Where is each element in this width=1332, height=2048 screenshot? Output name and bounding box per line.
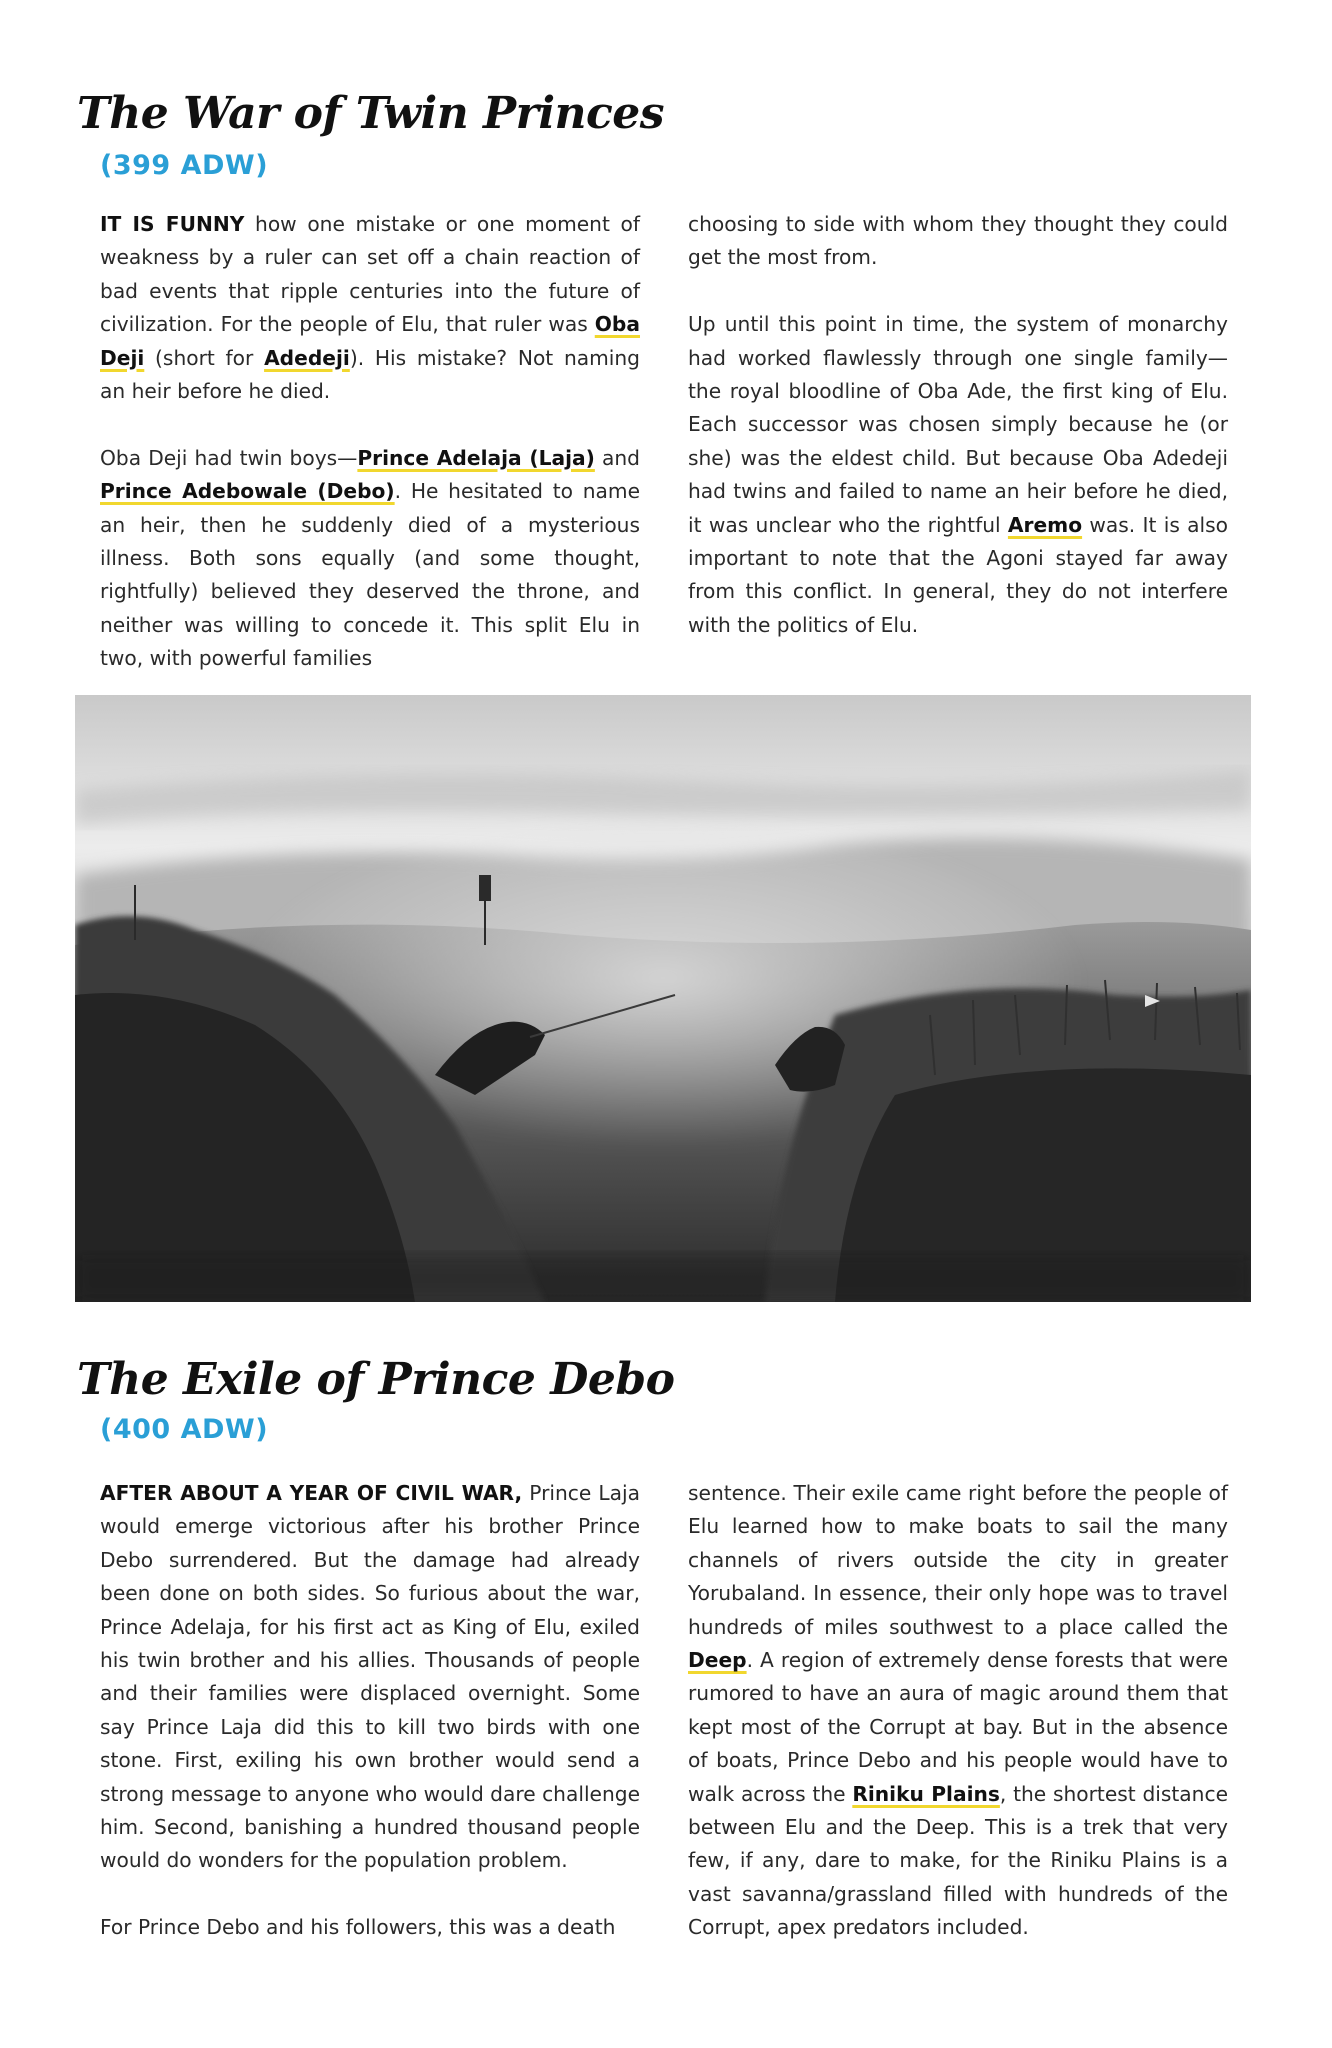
paragraph: For Prince Debo and his followers, this was a death <box>100 1915 616 1940</box>
keyword-prince-adelaja: Prince Adelaja (Laja) <box>357 445 595 470</box>
paragraph: IT IS FUNNY how one mistake or one moment of weakness by a ruler can set off a chain reaction of bad events that ripple centuries into the future of civilization. For the people of Elu, that ruler was Oba Deji (short for Adedeji). His mistake? Not naming an heir before he died. <box>100 212 640 404</box>
banner-flag <box>479 875 491 901</box>
paragraph: Oba Deji had twin boys—Prince Adelaja (Laja) and Prince Adebowale (Debo). He hesitated to name an heir, then he suddenly died of a mysterious illness. Both sons equally (and some thought, rightfully) believed they deserved the throne, and neither was willing to concede it. This split Elu in two, with powerful families <box>100 445 640 671</box>
paragraph: choosing to side with whom they thought they could get the most from. <box>688 212 1228 270</box>
paragraph: Up until this point in time, the system of monarchy had worked flawlessly through one single family—the royal bloodline of Oba Ade, the first king of Elu. Each successor was chosen simply because he (or she) was the eldest child. But because Oba Adedeji had twins and failed to name an heir before he died, it was unclear who the rightful Aremo was. It is also important to note that the Agoni stayed far away from this conflict. In general, they do not interfere with the politics of Elu. <box>688 312 1228 637</box>
foreground-shadow <box>75 1255 1251 1302</box>
keyword-riniku-plains: Riniku Plains <box>852 1781 1000 1806</box>
lead-in-text: AFTER ABOUT A YEAR OF CIVIL WAR, <box>100 1481 523 1505</box>
battle-illustration <box>75 695 1251 1302</box>
section-date: (399 ADW) <box>100 150 269 181</box>
lead-in-text: IT IS FUNNY <box>100 212 245 236</box>
keyword-oba-deji: Oba Deji <box>100 312 640 370</box>
keyword-adedeji: Adedeji <box>264 345 350 370</box>
keyword-deep: Deep <box>688 1648 747 1673</box>
section2-left-column <box>100 1477 640 1945</box>
section1-left-column <box>100 208 640 676</box>
section-title-exile-of-prince-debo: The Exile of Prince Debo <box>77 1354 675 1405</box>
section2-right-column <box>688 1477 1228 1945</box>
keyword-prince-adebowale: Prince Adebowale (Debo) <box>100 479 395 504</box>
paragraph: sentence. Their exile came right before the people of Elu learned how to make boats to sail the many channels of rivers outside the city in greater Yorubaland. In essence, their only hope was to travel hundreds of miles southwest to a place called the Deep. A region of extremely dense forests that were rumored to have an aura of magic around them that kept most of the Corrupt at bay. But in the absence of boats, Prince Debo and his people would have to walk across the Riniku Plains, the shortest distance between Elu and the Deep. This is a trek that very few, if any, dare to make, for the Riniku Plains is a vast savanna/grassland filled with hundreds of the Corrupt, apex predators included. <box>688 1481 1228 1940</box>
paragraph: AFTER ABOUT A YEAR OF CIVIL WAR, Prince Laja would emerge victorious after his brother Prince Debo surrendered. But the damage had already been done on both sides. So furious about the war, Prince Adelaja, for his first act as King of Elu, exiled his twin brother and his allies. Thousands of people and their families were displaced overnight. Some say Prince Laja did this to kill two birds with one stone. First, exiling his own brother would send a strong message to anyone who would dare challenge him. Second, banishing a hundred thousand people would do wonders for the population problem. <box>100 1481 640 1873</box>
section1-right-column <box>688 208 1228 642</box>
keyword-aremo: Aremo <box>1007 512 1083 537</box>
section-date: (400 ADW) <box>100 1414 269 1445</box>
section-title-war-of-twin-princes: The War of Twin Princes <box>77 88 665 139</box>
